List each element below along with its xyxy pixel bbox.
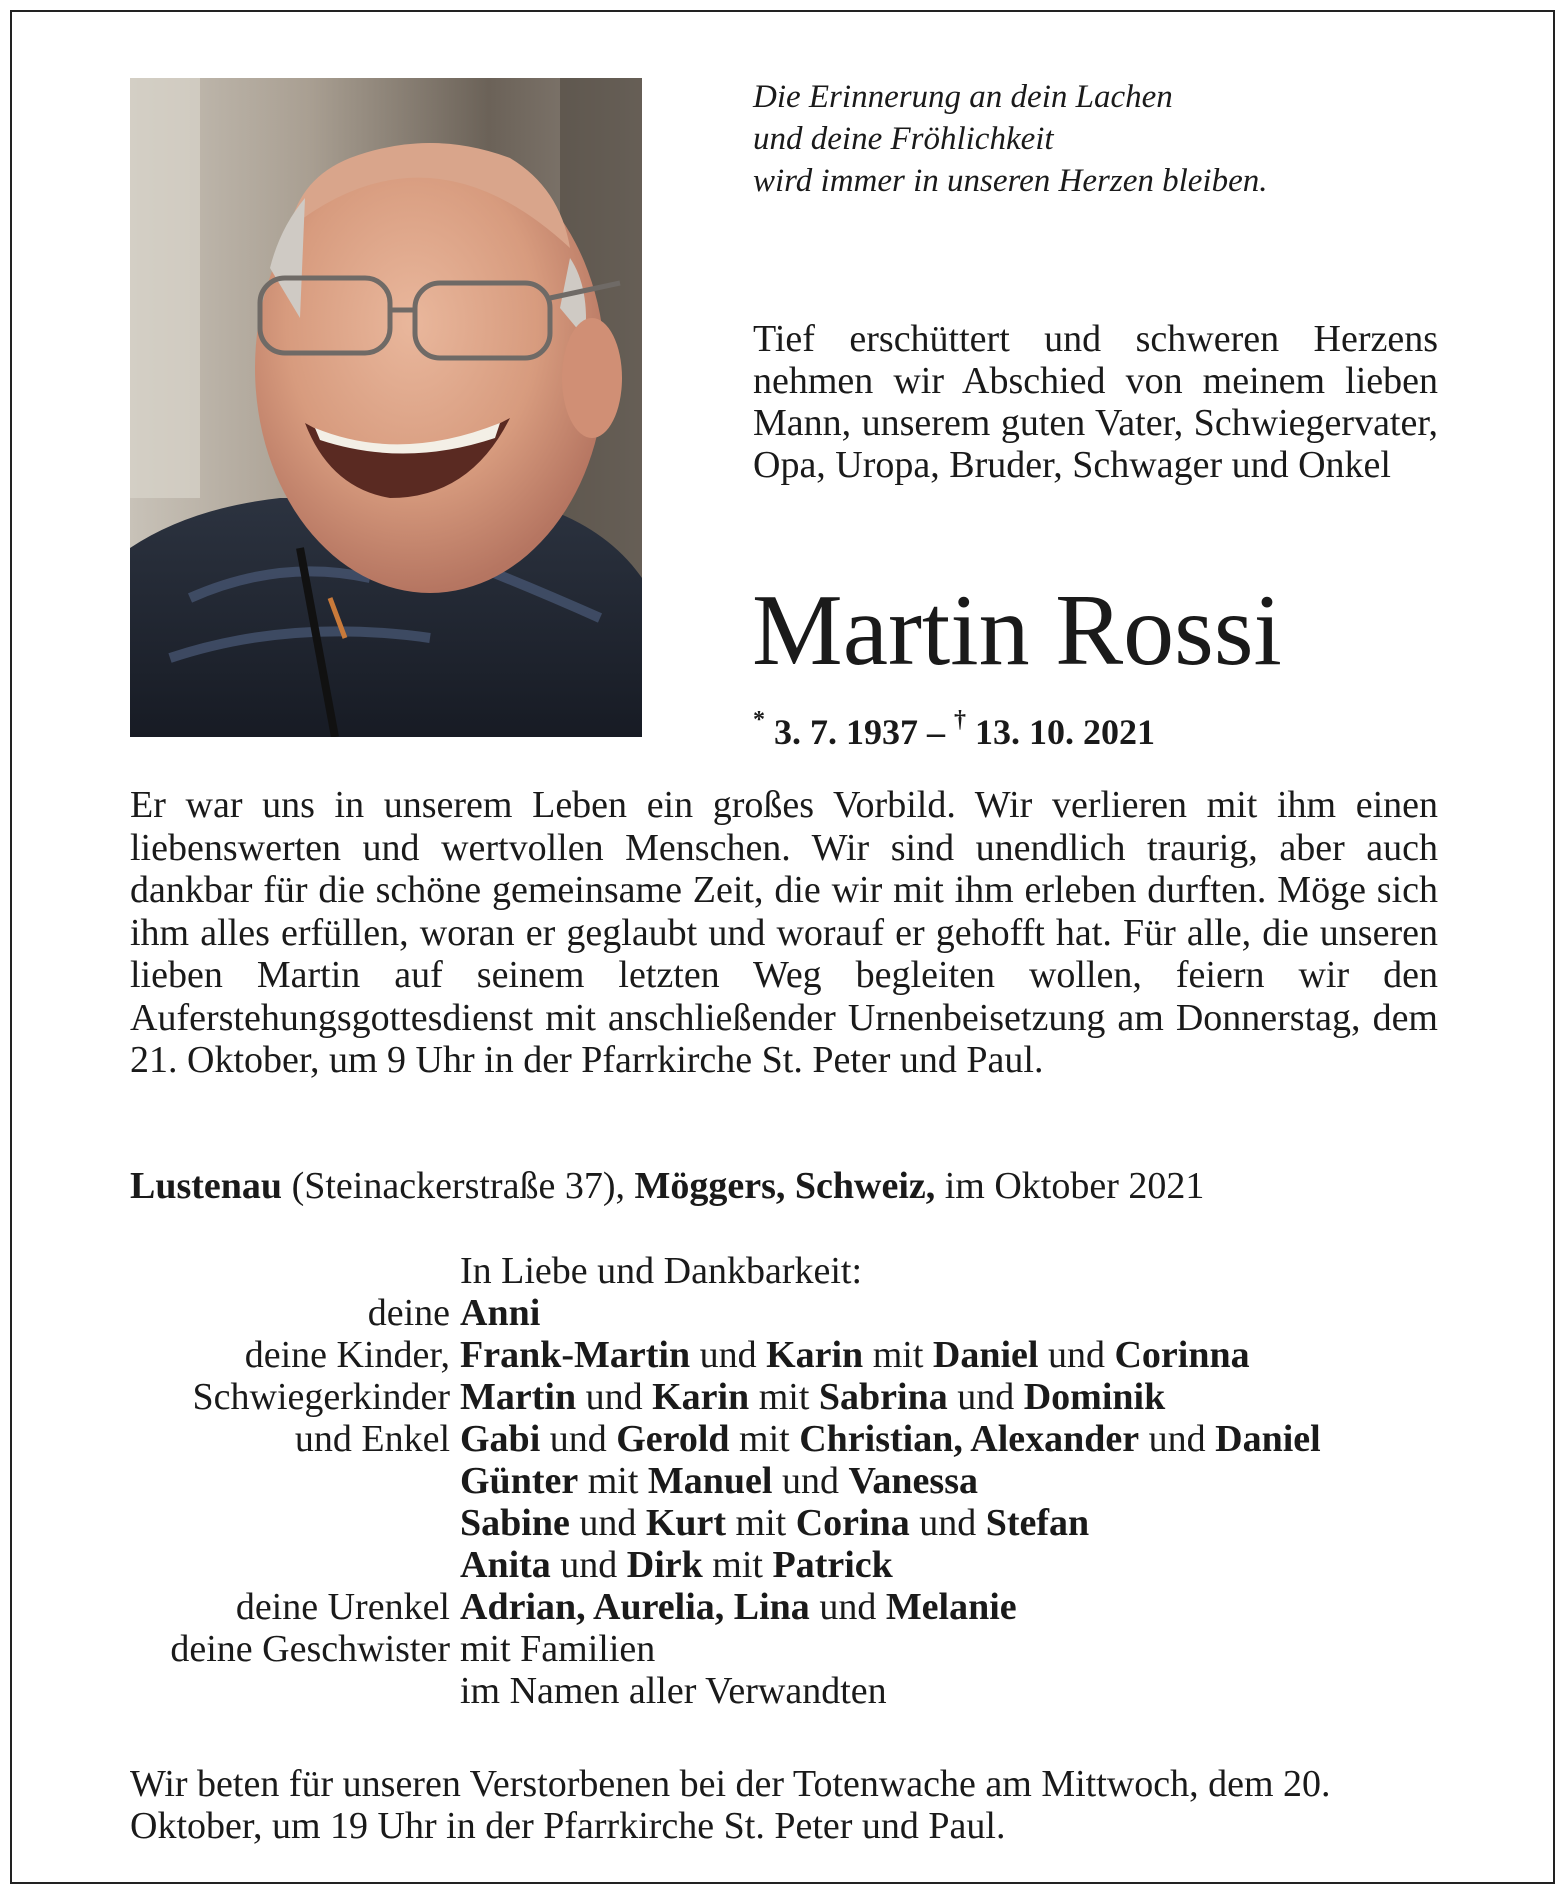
motto-line: wird immer in unseren Herzen bleiben. xyxy=(753,163,1268,199)
body-paragraph: Er war uns in unserem Leben ein großes Vorbild. Wir verlieren mit ihm einen liebenswerten und wertvollen Menschen. Wir sind unendlich traurig, aber auch dankbar für die schöne gemeinsame Zeit, die wir mit ihm erleben durften. Möge sich ihm alles erfüllen, woran er geglaubt und worauf er gehofft hat. Für alle, die unseren lieben Martin auf seinem letzten Weg begleiten wollen, feiern wir den Auferstehungsgottesdienst mit anschließender Urnenbeisetzung am Donnerstag, dem 21. Oktober, um 9 Uhr in der Pfarrkirche St. Peter und Paul. xyxy=(130,784,1438,1081)
birth-symbol: * xyxy=(753,707,765,733)
family-members xyxy=(460,1670,887,1712)
family-connector: im Namen aller Verwandten xyxy=(460,1670,887,1712)
family-connector: und xyxy=(569,1502,646,1544)
family-member-name: Christian, Alexander xyxy=(799,1418,1140,1460)
family-role: deine xyxy=(367,1292,450,1334)
family-row xyxy=(130,1586,1460,1628)
family-row xyxy=(130,1376,1460,1418)
family-role xyxy=(130,1544,460,1586)
place-other: Möggers, Schweiz, xyxy=(634,1165,936,1207)
family-role xyxy=(130,1502,460,1544)
family-member-name: Martin xyxy=(460,1376,577,1418)
death-date: 13. 10. 2021 xyxy=(975,712,1155,752)
deceased-name: Martin Rossi xyxy=(752,574,1282,687)
family-row xyxy=(130,1544,1460,1586)
family-member-name: Gerold xyxy=(616,1418,730,1460)
family-member-name: Adrian, Aurelia, Lina xyxy=(460,1586,810,1628)
place-address: (Steinackerstraße 37), xyxy=(291,1165,625,1207)
family-rows xyxy=(130,1292,1460,1712)
vigil-notice: Wir beten für unseren Verstorbenen bei der Totenwache am Mittwoch, dem 20. Oktober, um 19 Uhr in der Pfarrkirche St. Peter und Paul. xyxy=(130,1763,1331,1847)
family-member-name: Anita xyxy=(460,1544,551,1586)
family-connector: und xyxy=(690,1334,767,1376)
family-member-name: Daniel xyxy=(932,1334,1039,1376)
family-list xyxy=(130,1250,1460,1712)
family-members xyxy=(460,1418,1321,1460)
place-town: Lustenau xyxy=(130,1165,283,1207)
family-heading: In Liebe und Dankbarkeit: xyxy=(460,1250,863,1292)
family-connector: mit xyxy=(749,1376,819,1418)
family-member-name: Günter xyxy=(460,1460,579,1502)
family-members xyxy=(460,1292,540,1334)
family-member-name: Sabine xyxy=(460,1502,570,1544)
family-member-name: Karin xyxy=(766,1334,864,1376)
date-dash: – xyxy=(927,712,945,752)
family-member-name: Sabrina xyxy=(818,1376,948,1418)
family-member-name: Vanessa xyxy=(848,1460,978,1502)
family-connector: mit xyxy=(729,1418,800,1460)
family-connector: und xyxy=(540,1418,617,1460)
family-heading-row xyxy=(130,1250,1460,1292)
family-row xyxy=(130,1502,1460,1544)
family-role: deine Urenkel xyxy=(235,1586,450,1628)
intro-text: Tief erschüttert und schweren Herzens nehmen wir Abschied von meinem lieben Mann, unserem guten Vater, Schwiegervater, Opa, Uropa, Bruder, Schwager und Onkel xyxy=(753,318,1438,486)
family-role xyxy=(130,1460,460,1502)
family-member-name: Dirk xyxy=(626,1544,703,1586)
family-connector: und xyxy=(947,1376,1024,1418)
family-members xyxy=(460,1334,1250,1376)
family-connector: und xyxy=(809,1586,886,1628)
family-row xyxy=(130,1418,1460,1460)
family-member-name: Daniel xyxy=(1215,1418,1321,1460)
family-role: deine Geschwister xyxy=(170,1628,450,1670)
family-connector: und xyxy=(1038,1334,1115,1376)
family-member-name: Anni xyxy=(460,1292,541,1334)
family-connector: und xyxy=(550,1544,627,1586)
family-connector: und xyxy=(1139,1418,1216,1460)
family-connector: und xyxy=(576,1376,653,1418)
family-row xyxy=(130,1460,1460,1502)
birth-date: 3. 7. 1937 xyxy=(774,712,918,752)
motto-line: und deine Fröhlichkeit xyxy=(753,121,1054,157)
family-member-name: Melanie xyxy=(885,1586,1017,1628)
family-members xyxy=(460,1544,893,1586)
family-connector: mit xyxy=(863,1334,933,1376)
family-member-name: Kurt xyxy=(645,1502,727,1544)
family-member-name: Dominik xyxy=(1023,1376,1166,1418)
family-member-name: Karin xyxy=(652,1376,750,1418)
family-member-name: Frank-Martin xyxy=(460,1334,691,1376)
family-connector: mit xyxy=(578,1460,648,1502)
family-members xyxy=(460,1586,1017,1628)
family-row xyxy=(130,1334,1460,1376)
place-date: im Oktober 2021 xyxy=(944,1165,1205,1207)
place-line xyxy=(130,1165,1204,1207)
family-members xyxy=(460,1502,1089,1544)
family-role: Schwiegerkinder xyxy=(192,1376,450,1418)
family-connector: und xyxy=(772,1460,849,1502)
family-row xyxy=(130,1628,1460,1670)
family-connector: und xyxy=(909,1502,986,1544)
portrait-photo xyxy=(130,78,642,737)
family-role: deine Kinder, xyxy=(244,1334,450,1376)
family-member-name: Corina xyxy=(795,1502,910,1544)
family-member-name: Manuel xyxy=(647,1460,773,1502)
family-members xyxy=(460,1460,978,1502)
family-row xyxy=(130,1670,1460,1712)
family-member-name: Stefan xyxy=(985,1502,1090,1544)
death-symbol: † xyxy=(954,707,966,733)
family-role: und Enkel xyxy=(294,1418,450,1460)
family-member-name: Corinna xyxy=(1114,1334,1250,1376)
motto xyxy=(753,76,1453,202)
family-members xyxy=(460,1376,1165,1418)
life-dates xyxy=(753,700,1155,756)
motto-line: Die Erinnerung an dein Lachen xyxy=(753,79,1173,115)
family-role xyxy=(130,1670,460,1712)
family-row xyxy=(130,1292,1460,1334)
family-connector: mit xyxy=(702,1544,773,1586)
family-connector: mit Familien xyxy=(460,1628,656,1670)
family-member-name: Patrick xyxy=(772,1544,893,1586)
body-text xyxy=(130,784,1438,1082)
family-members xyxy=(460,1628,655,1670)
family-connector: mit xyxy=(726,1502,796,1544)
family-member-name: Gabi xyxy=(460,1418,541,1460)
